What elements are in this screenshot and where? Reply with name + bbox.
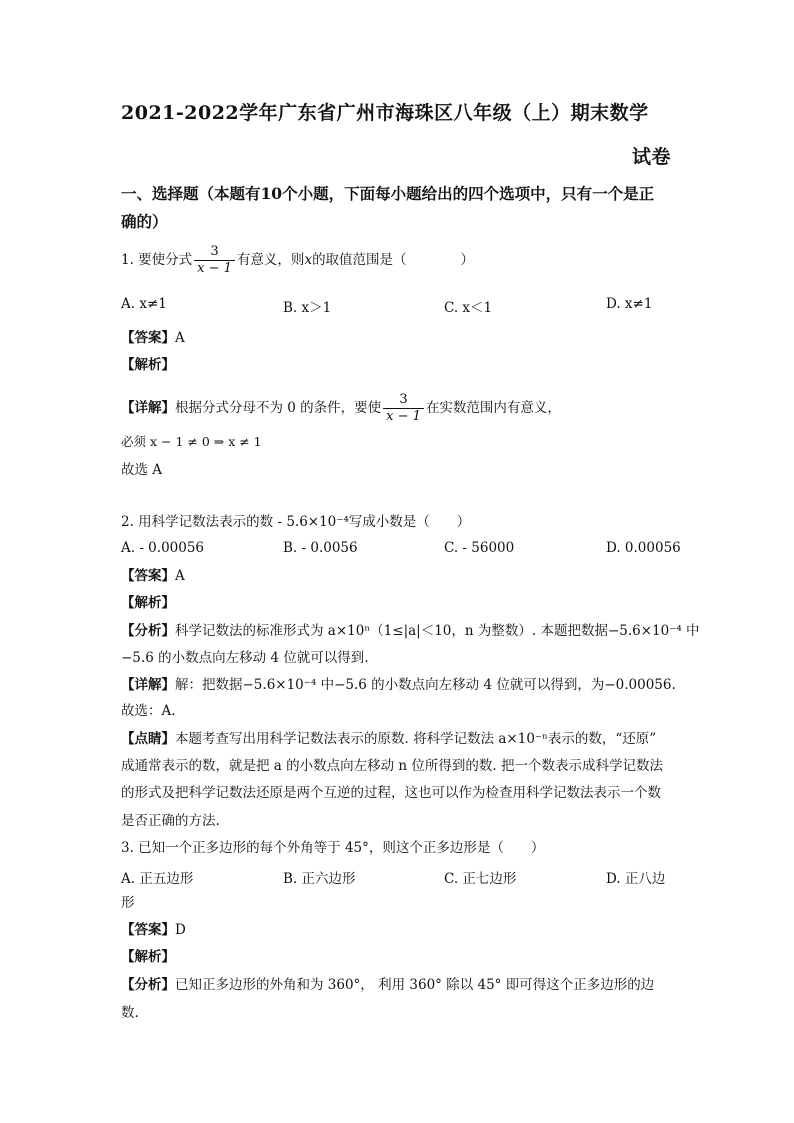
q2-answer-label: 【答案】 bbox=[121, 568, 175, 584]
q1-option-b: B. x＞1 bbox=[283, 300, 332, 316]
q3-option-c: C. 正七边形 bbox=[444, 871, 517, 887]
q2-choose: 故选：A. bbox=[121, 703, 176, 719]
q2-answer bbox=[121, 566, 185, 586]
q1-analysis-label: 【解析】 bbox=[121, 357, 175, 373]
q1-choose: 故选 A bbox=[121, 462, 163, 478]
q3-option-d-wrap: 形 bbox=[121, 895, 135, 911]
q2-fenxi-text1: 科学记数法的标准形式为 a×10ⁿ（1≤|a|＜10，n 为整数）. 本题把数据−5.6×10⁻⁴ 中 bbox=[175, 623, 700, 639]
section-heading-line1: 一、选择题（本题有10个小题，下面每小题给出的四个选项中，只有一个是正 bbox=[121, 184, 655, 203]
q3-fenxi-line2: 数. bbox=[121, 1005, 139, 1021]
q1-option-a: A. x≠1 bbox=[121, 296, 167, 312]
q3-analysis-label: 【解析】 bbox=[121, 949, 175, 965]
q1-detail-b: 在实数范围内有意义， bbox=[425, 400, 561, 416]
q3-fenxi-label: 【分析】 bbox=[121, 977, 175, 993]
q1-must: 必须 x − 1 ≠ 0 ⇒ x ≠ 1 bbox=[121, 434, 262, 449]
q3-answer-label: 【答案】 bbox=[121, 922, 175, 938]
q2-option-b: B. - 0.0056 bbox=[283, 540, 358, 556]
q1-fraction bbox=[194, 244, 235, 277]
q3-answer-value: D bbox=[175, 922, 186, 938]
question-3-stem: 3. 已知一个正多边形的每个外角等于 45°，则这个正多边形是（ ） bbox=[121, 840, 545, 856]
doc-title-line1: 2021-2022学年广东省广州市海珠区八年级（上）期末数学 bbox=[121, 102, 649, 124]
q2-dianjing-line1 bbox=[121, 729, 656, 749]
q1-answer-value: A bbox=[175, 330, 185, 346]
q1-option-d: D. x≠1 bbox=[606, 296, 653, 312]
q2-dianjing-line2: 成通常表示的数，就是把 a 的小数点向左移动 n 位所得到的数. 把一个数表示成科学记数法 bbox=[121, 758, 663, 774]
q1-suffix: 有意义，则 bbox=[236, 252, 305, 268]
q2-dianjing-line4: 是否正确的方法. bbox=[121, 813, 220, 829]
section-heading-line2: 确的） bbox=[121, 212, 168, 231]
q2-answer-value: A bbox=[175, 568, 185, 584]
question-1-stem bbox=[121, 244, 474, 277]
q1-frac-numerator: 3 bbox=[210, 244, 219, 259]
q1-detail-frac-numerator: 3 bbox=[399, 392, 408, 407]
q2-analysis-label: 【解析】 bbox=[121, 595, 175, 611]
q1-detail-frac-denominator: x − 1 bbox=[383, 408, 424, 425]
q2-fenxi-line1 bbox=[121, 621, 700, 641]
q2-option-a: A. - 0.00056 bbox=[121, 540, 205, 556]
q3-option-a: A. 正五边形 bbox=[121, 871, 194, 887]
q3-fenxi-line1 bbox=[121, 975, 654, 995]
doc-title-line2: 试卷 bbox=[632, 146, 672, 168]
q2-dianjing-text1: 本题考查写出用科学记数法表示的原数. 将科学记数法 a×10⁻ⁿ表示的数，“还原” bbox=[175, 731, 657, 747]
q1-option-c: C. x＜1 bbox=[444, 300, 493, 316]
q1-var: x bbox=[304, 252, 313, 268]
q1-detail-a: 根据分式分母不为 0 的条件，要使 bbox=[175, 400, 382, 416]
q1-answer bbox=[121, 328, 185, 348]
q1-detail-fraction bbox=[383, 392, 424, 425]
question-2-stem: 2. 用科学记数法表示的数 - 5.6×10⁻⁴写成小数是（ ） bbox=[121, 514, 471, 530]
q1-answer-label: 【答案】 bbox=[121, 330, 175, 346]
q1-frac-denominator: x − 1 bbox=[194, 260, 235, 277]
q2-detail-line bbox=[121, 675, 676, 695]
q2-detail-text: 解：把数据−5.6×10⁻⁴ 中−5.6 的小数点向左移动 4 位就可以得到，为−0.00056. bbox=[175, 677, 676, 693]
q2-dianjing-label: 【点睛】 bbox=[121, 731, 175, 747]
q2-dianjing-line3: 的形式及把科学记数法还原是两个互逆的过程，这也可以作为检查用科学记数法表示一个数 bbox=[121, 785, 661, 801]
q1-detail bbox=[121, 392, 561, 425]
q2-option-c: C. - 56000 bbox=[444, 540, 515, 556]
q3-answer bbox=[121, 920, 186, 940]
q1-suffix2: 的取值范围是（ ） bbox=[312, 252, 475, 268]
q3-option-b: B. 正六边形 bbox=[283, 871, 356, 887]
q2-detail-label: 【详解】 bbox=[121, 677, 175, 693]
q3-fenxi-text1: 已知正多边形的外角和为 360°， 利用 360° 除以 45° 即可得这个正多边形的边 bbox=[175, 977, 655, 993]
q3-option-d: D. 正八边 bbox=[606, 871, 666, 887]
q2-option-d: D. 0.00056 bbox=[606, 540, 681, 556]
q1-detail-label: 【详解】 bbox=[121, 400, 175, 416]
q1-prefix: 1. 要使分式 bbox=[121, 252, 193, 268]
q2-fenxi-label: 【分析】 bbox=[121, 623, 175, 639]
q2-fenxi-line2: −5.6 的小数点向左移动 4 位就可以得到. bbox=[121, 650, 369, 666]
